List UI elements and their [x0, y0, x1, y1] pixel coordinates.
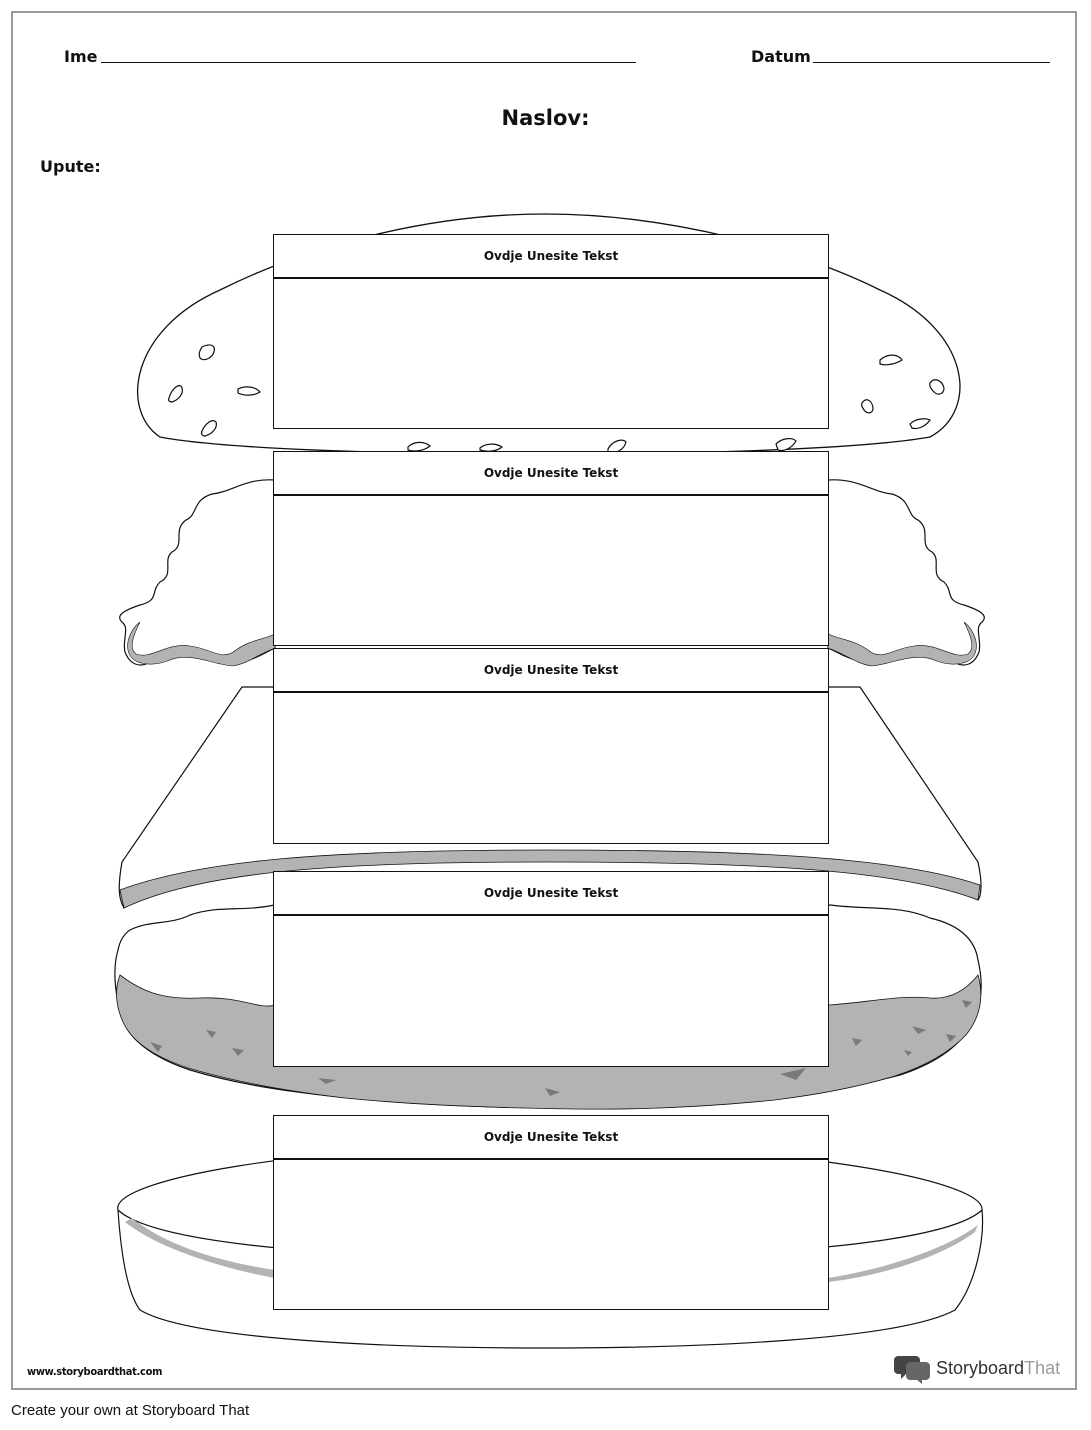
logo-brand-suffix: That — [1024, 1357, 1061, 1378]
text-box-heading[interactable]: Ovdje Unesite Tekst — [274, 872, 828, 916]
text-box-body[interactable] — [274, 916, 828, 1066]
text-box-top-bun — [273, 234, 829, 429]
text-box-heading[interactable]: Ovdje Unesite Tekst — [274, 452, 828, 496]
text-box-cheese — [273, 648, 829, 844]
name-label: Ime — [64, 47, 98, 66]
site-url[interactable]: www.storyboardthat.com — [27, 1365, 163, 1378]
date-label: Datum — [751, 47, 811, 66]
text-box-heading[interactable]: Ovdje Unesite Tekst — [274, 649, 828, 693]
text-box-heading[interactable]: Ovdje Unesite Tekst — [274, 1116, 828, 1160]
name-field[interactable] — [101, 62, 636, 63]
create-your-own-link[interactable]: Create your own at Storyboard That — [11, 1402, 250, 1419]
text-box-body[interactable] — [274, 496, 828, 645]
date-field[interactable] — [813, 62, 1050, 63]
text-box-bottom-bun — [273, 1115, 829, 1310]
title-label[interactable]: Naslov: — [501, 106, 590, 130]
instructions-label[interactable]: Upute: — [40, 157, 101, 176]
text-box-body[interactable] — [274, 279, 828, 428]
logo-brand: Storyboard — [936, 1357, 1025, 1378]
text-box-heading[interactable]: Ovdje Unesite Tekst — [274, 235, 828, 279]
text-box-patty — [273, 871, 829, 1067]
text-box-lettuce — [273, 451, 829, 646]
logo-wordmark — [936, 1358, 1060, 1379]
storyboard-that-logo[interactable] — [896, 1354, 1060, 1382]
text-box-body[interactable] — [274, 693, 828, 843]
text-box-body[interactable] — [274, 1160, 828, 1309]
